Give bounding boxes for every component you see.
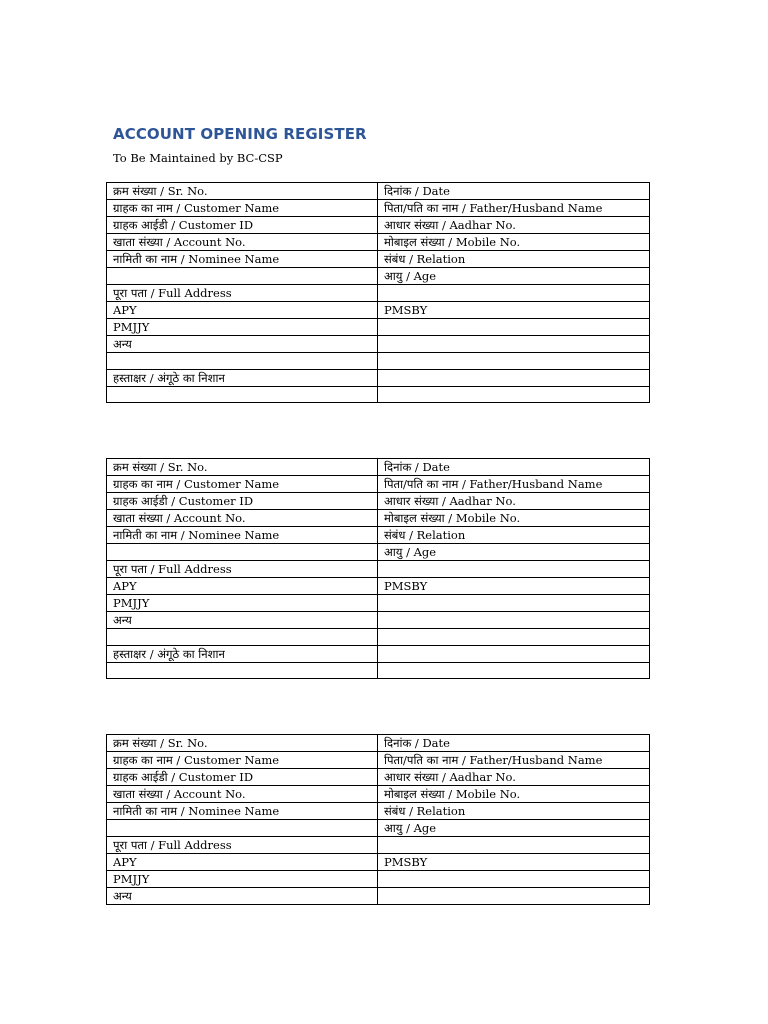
field-label-cell: PMSBY [378, 302, 650, 319]
field-label-cell: ग्राहक का नाम / Customer Name [107, 200, 378, 217]
field-label-cell: मोबाइल संख्या / Mobile No. [378, 234, 650, 251]
page-subtitle: To Be Maintained by BC-CSP [113, 151, 283, 165]
field-label-cell: दिनांक / Date [378, 459, 650, 476]
field-label-cell: आधार संख्या / Aadhar No. [378, 217, 650, 234]
form-row [107, 386, 650, 403]
form-row [107, 200, 650, 217]
register-form-body [107, 183, 650, 403]
form-row [107, 217, 650, 234]
form-row [107, 476, 650, 493]
field-label-cell: आयु / Age [378, 268, 650, 285]
form-row [107, 369, 650, 386]
blank-field-cell [378, 336, 650, 353]
field-label-cell: पूरा पता / Full Address [107, 837, 378, 854]
field-label-cell: क्रम संख्या / Sr. No. [107, 735, 378, 752]
blank-field-cell [378, 353, 650, 370]
blank-field-cell [378, 837, 650, 854]
form-row [107, 629, 650, 646]
field-label-cell: दिनांक / Date [378, 735, 650, 752]
form-row [107, 854, 650, 871]
field-label-cell: नामिती का नाम / Nominee Name [107, 251, 378, 268]
field-label-cell: PMJJY [107, 871, 378, 888]
field-label-cell: नामिती का नाम / Nominee Name [107, 527, 378, 544]
field-label-cell: हस्ताक्षर / अंगूठे का निशान [107, 369, 378, 386]
blank-field-cell [378, 595, 650, 612]
form-row [107, 871, 650, 888]
blank-field-cell [107, 268, 378, 285]
blank-field-cell [107, 820, 378, 837]
field-label-cell: खाता संख्या / Account No. [107, 510, 378, 527]
register-form-2 [106, 458, 650, 679]
form-row [107, 268, 650, 285]
blank-field-cell [378, 386, 650, 403]
form-row [107, 561, 650, 578]
field-label-cell: पिता/पति का नाम / Father/Husband Name [378, 752, 650, 769]
blank-field-cell [378, 629, 650, 646]
form-row [107, 319, 650, 336]
form-row [107, 336, 650, 353]
blank-field-cell [378, 645, 650, 662]
field-label-cell: क्रम संख्या / Sr. No. [107, 459, 378, 476]
field-label-cell: खाता संख्या / Account No. [107, 786, 378, 803]
form-row [107, 645, 650, 662]
field-label-cell: ग्राहक आईडी / Customer ID [107, 769, 378, 786]
field-label-cell: APY [107, 854, 378, 871]
field-label-cell: संबंध / Relation [378, 527, 650, 544]
form-row [107, 820, 650, 837]
form-row [107, 752, 650, 769]
field-label-cell: APY [107, 302, 378, 319]
blank-field-cell [378, 662, 650, 679]
field-label-cell: अन्य [107, 336, 378, 353]
field-label-cell: ग्राहक का नाम / Customer Name [107, 752, 378, 769]
blank-field-cell [107, 662, 378, 679]
field-label-cell: ग्राहक आईडी / Customer ID [107, 217, 378, 234]
form-row [107, 786, 650, 803]
form-row [107, 493, 650, 510]
blank-field-cell [378, 369, 650, 386]
form-row [107, 612, 650, 629]
form-row [107, 302, 650, 319]
field-label-cell: पिता/पति का नाम / Father/Husband Name [378, 200, 650, 217]
field-label-cell: दिनांक / Date [378, 183, 650, 200]
field-label-cell: संबंध / Relation [378, 251, 650, 268]
field-label-cell: संबंध / Relation [378, 803, 650, 820]
field-label-cell: PMJJY [107, 595, 378, 612]
field-label-cell: ग्राहक आईडी / Customer ID [107, 493, 378, 510]
field-label-cell: अन्य [107, 888, 378, 905]
field-label-cell: आयु / Age [378, 820, 650, 837]
form-row [107, 578, 650, 595]
blank-field-cell [378, 612, 650, 629]
field-label-cell: आधार संख्या / Aadhar No. [378, 493, 650, 510]
page-title: ACCOUNT OPENING REGISTER [113, 125, 367, 143]
field-label-cell: नामिती का नाम / Nominee Name [107, 803, 378, 820]
blank-field-cell [107, 353, 378, 370]
form-row [107, 459, 650, 476]
field-label-cell: PMSBY [378, 854, 650, 871]
field-label-cell: क्रम संख्या / Sr. No. [107, 183, 378, 200]
blank-field-cell [107, 544, 378, 561]
register-form-1 [106, 182, 650, 403]
form-row [107, 544, 650, 561]
register-form-body [107, 459, 650, 679]
field-label-cell: मोबाइल संख्या / Mobile No. [378, 786, 650, 803]
blank-field-cell [378, 888, 650, 905]
form-row [107, 353, 650, 370]
form-row [107, 803, 650, 820]
register-form-body [107, 735, 650, 905]
blank-field-cell [378, 285, 650, 302]
field-label-cell: APY [107, 578, 378, 595]
register-form-3 [106, 734, 650, 905]
blank-field-cell [378, 561, 650, 578]
form-row [107, 234, 650, 251]
form-row [107, 735, 650, 752]
field-label-cell: पूरा पता / Full Address [107, 285, 378, 302]
field-label-cell: मोबाइल संख्या / Mobile No. [378, 510, 650, 527]
blank-field-cell [107, 386, 378, 403]
form-row [107, 888, 650, 905]
field-label-cell: ग्राहक का नाम / Customer Name [107, 476, 378, 493]
blank-field-cell [378, 319, 650, 336]
field-label-cell: आयु / Age [378, 544, 650, 561]
form-row [107, 595, 650, 612]
form-row [107, 769, 650, 786]
field-label-cell: पिता/पति का नाम / Father/Husband Name [378, 476, 650, 493]
blank-field-cell [107, 629, 378, 646]
field-label-cell: PMSBY [378, 578, 650, 595]
form-row [107, 527, 650, 544]
form-row [107, 183, 650, 200]
form-row [107, 510, 650, 527]
form-row [107, 285, 650, 302]
field-label-cell: PMJJY [107, 319, 378, 336]
field-label-cell: खाता संख्या / Account No. [107, 234, 378, 251]
field-label-cell: अन्य [107, 612, 378, 629]
field-label-cell: हस्ताक्षर / अंगूठे का निशान [107, 645, 378, 662]
field-label-cell: आधार संख्या / Aadhar No. [378, 769, 650, 786]
form-row [107, 251, 650, 268]
form-row [107, 837, 650, 854]
blank-field-cell [378, 871, 650, 888]
form-row [107, 662, 650, 679]
field-label-cell: पूरा पता / Full Address [107, 561, 378, 578]
